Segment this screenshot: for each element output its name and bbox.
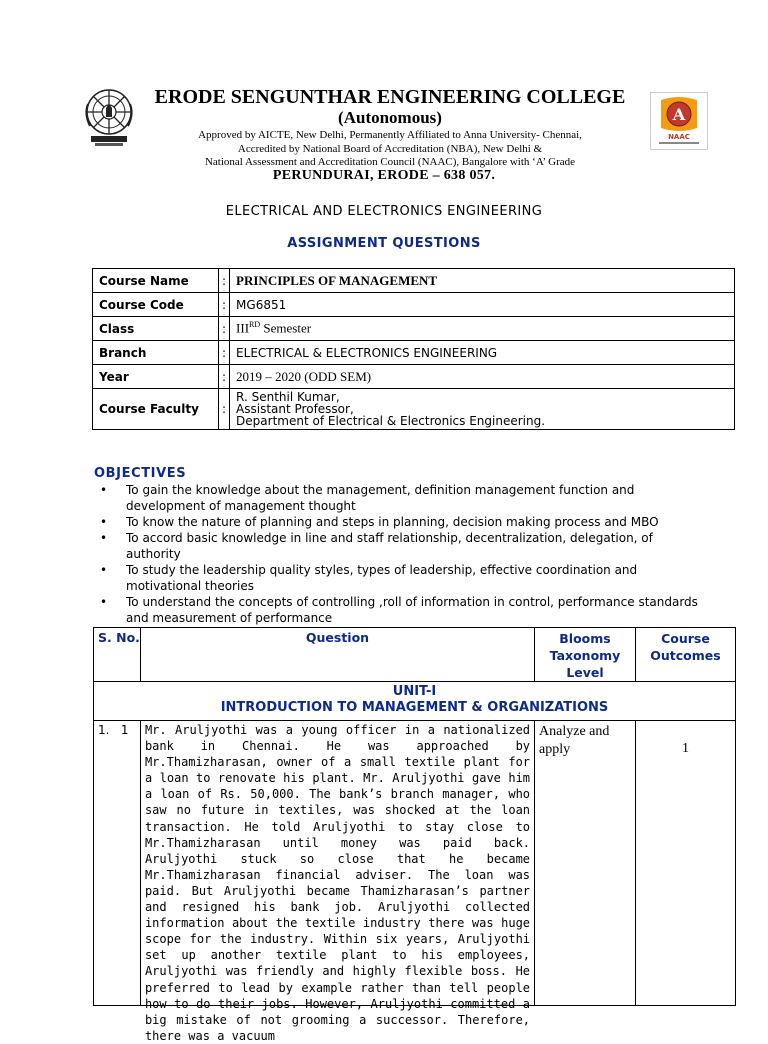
branch-value: ELECTRICAL & ELECTRONICS ENGINEERING	[230, 341, 735, 365]
table-row	[93, 293, 735, 317]
course-name-label: Course Name	[93, 269, 219, 293]
branch-label: Branch	[93, 341, 219, 365]
separator: :	[219, 341, 230, 365]
separator: :	[219, 365, 230, 389]
autonomous-status: (Autonomous)	[338, 108, 442, 127]
table-row	[93, 317, 735, 341]
blooms-level: Analyze and apply	[535, 721, 636, 1006]
separator: :	[219, 269, 230, 293]
class-value	[230, 317, 735, 341]
question-text	[140, 721, 534, 1043]
class-superscript: RD	[249, 320, 261, 330]
svg-text:NAAC: NAAC	[668, 133, 690, 141]
sno-header: S. No.	[94, 628, 141, 682]
list-item	[98, 514, 708, 530]
faculty-line: R. Senthil Kumar,	[236, 390, 340, 404]
approval-line: Approved by AICTE, New Delhi, Permanently Affiliated to Anna University- Chennai,	[198, 129, 582, 141]
objective-text: To understand the concepts of controlling ,roll of information in control, performance standards and measurement of performance	[126, 595, 698, 625]
list-item	[98, 562, 708, 594]
question-body: Mr. Aruljyothi was a young officer in a nationalized bank in Chennai. He was approached by Mr.Thamizharasan, owner of a small textile plant for a loan to renovate his plant. Mr. Aruljyothi gave him a loan of Rs. 50,000. The bank’s branch manager, who saw no future in textiles, was shocked at the loan transaction. He told Aruljyothi to stay close to Mr.Thamizharasan until money was paid back. Aruljyothi stuck so close that he became Mr.Thamizharasan financial adviser. The loan was paid. But Aruljyothi became Thamizharasan’s partner and resigned his bank job. Aruljyothi collected information about the textile industry there was huge scope for the industry. Within six years, Aruljyothi set up another textile plant to his employees, Aruljyothi was friendly and highly flexible boss. He preferred to lead by example rather than tell people how to do their jobs. However, Aruljyothi committed a big mistake of not grooming a successor. Therefore, there was a vacuum	[144, 723, 531, 1043]
table-row	[93, 389, 735, 430]
separator: :	[219, 389, 230, 430]
unit-heading	[94, 682, 736, 721]
course-code-label: Course Code	[93, 293, 219, 317]
separator: :	[219, 293, 230, 317]
bullet-icon: •	[100, 531, 108, 545]
svg-text:A: A	[672, 105, 686, 124]
class-suffix: Semester	[260, 320, 312, 336]
year-value: 2019 – 2020 (ODD SEM)	[230, 365, 735, 389]
list-item	[98, 594, 708, 626]
bullet-icon: •	[100, 483, 108, 497]
objectives-list	[98, 482, 708, 626]
approval-line: Accredited by National Board of Accreditation (NBA), New Delhi &	[237, 142, 543, 155]
list-item	[98, 530, 708, 562]
question-header: Question	[140, 628, 534, 682]
objective-text: To know the nature of planning and steps in planning, decision making process and MBO	[126, 515, 659, 529]
document-title: ASSIGNMENT QUESTIONS	[287, 236, 481, 251]
class-prefix: III	[236, 320, 250, 336]
unit-label: UNIT-I	[392, 684, 437, 699]
blooms-header: Blooms Taxonomy Level	[535, 628, 636, 682]
table-row	[94, 721, 736, 1006]
objectives-heading: OBJECTIVES	[94, 466, 187, 481]
table-row	[93, 365, 735, 389]
serial-number-a: 1.	[98, 723, 110, 737]
faculty-line: Department of Electrical & Electronics Engineering.	[236, 414, 546, 428]
department-name: ELECTRICAL AND ELECTRONICS ENGINEERING	[225, 204, 543, 219]
objective-text: To gain the knowledge about the management, definition management function and development of management thought	[126, 483, 635, 513]
approval-line: National Assessment and Accreditation Council (NAAC), Bangalore with ‘A’ Grade	[204, 156, 576, 168]
course-info-table	[92, 268, 735, 430]
serial-number-b: 1	[120, 723, 129, 737]
table-row	[93, 269, 735, 293]
questions-table	[93, 627, 736, 1043]
objective-text: To study the leadership quality styles, types of leadership, effective coordination and motivational theories	[126, 563, 638, 593]
serial-number	[94, 721, 141, 1006]
separator: :	[219, 317, 230, 341]
bullet-icon: •	[100, 563, 108, 577]
year-label: Year	[93, 365, 219, 389]
faculty-label: Course Faculty	[93, 389, 219, 430]
course-name-value: PRINCIPLES OF MANAGEMENT	[230, 269, 735, 293]
course-code-value: MG6851	[230, 293, 735, 317]
table-header-row	[94, 628, 736, 682]
list-item	[98, 482, 708, 514]
college-address: PERUNDURAI, ERODE – 638 057.	[272, 168, 496, 183]
bullet-icon: •	[100, 595, 108, 609]
unit-row	[94, 682, 736, 721]
course-outcome: 1	[635, 721, 735, 1006]
bullet-icon: •	[100, 515, 108, 529]
college-name: ERODE SENGUNTHAR ENGINEERING COLLEGE	[154, 86, 626, 108]
faculty-line: Assistant Professor,	[236, 402, 354, 416]
class-label: Class	[93, 317, 219, 341]
unit-title: INTRODUCTION TO MANAGEMENT & ORGANIZATIONS	[220, 700, 609, 715]
faculty-value	[230, 389, 735, 430]
approval-text	[120, 129, 660, 170]
outcomes-header: Course Outcomes	[635, 628, 735, 682]
table-row	[93, 341, 735, 365]
objective-text: To accord basic knowledge in line and staff relationship, decentralization, delegation, of authority	[126, 531, 653, 561]
